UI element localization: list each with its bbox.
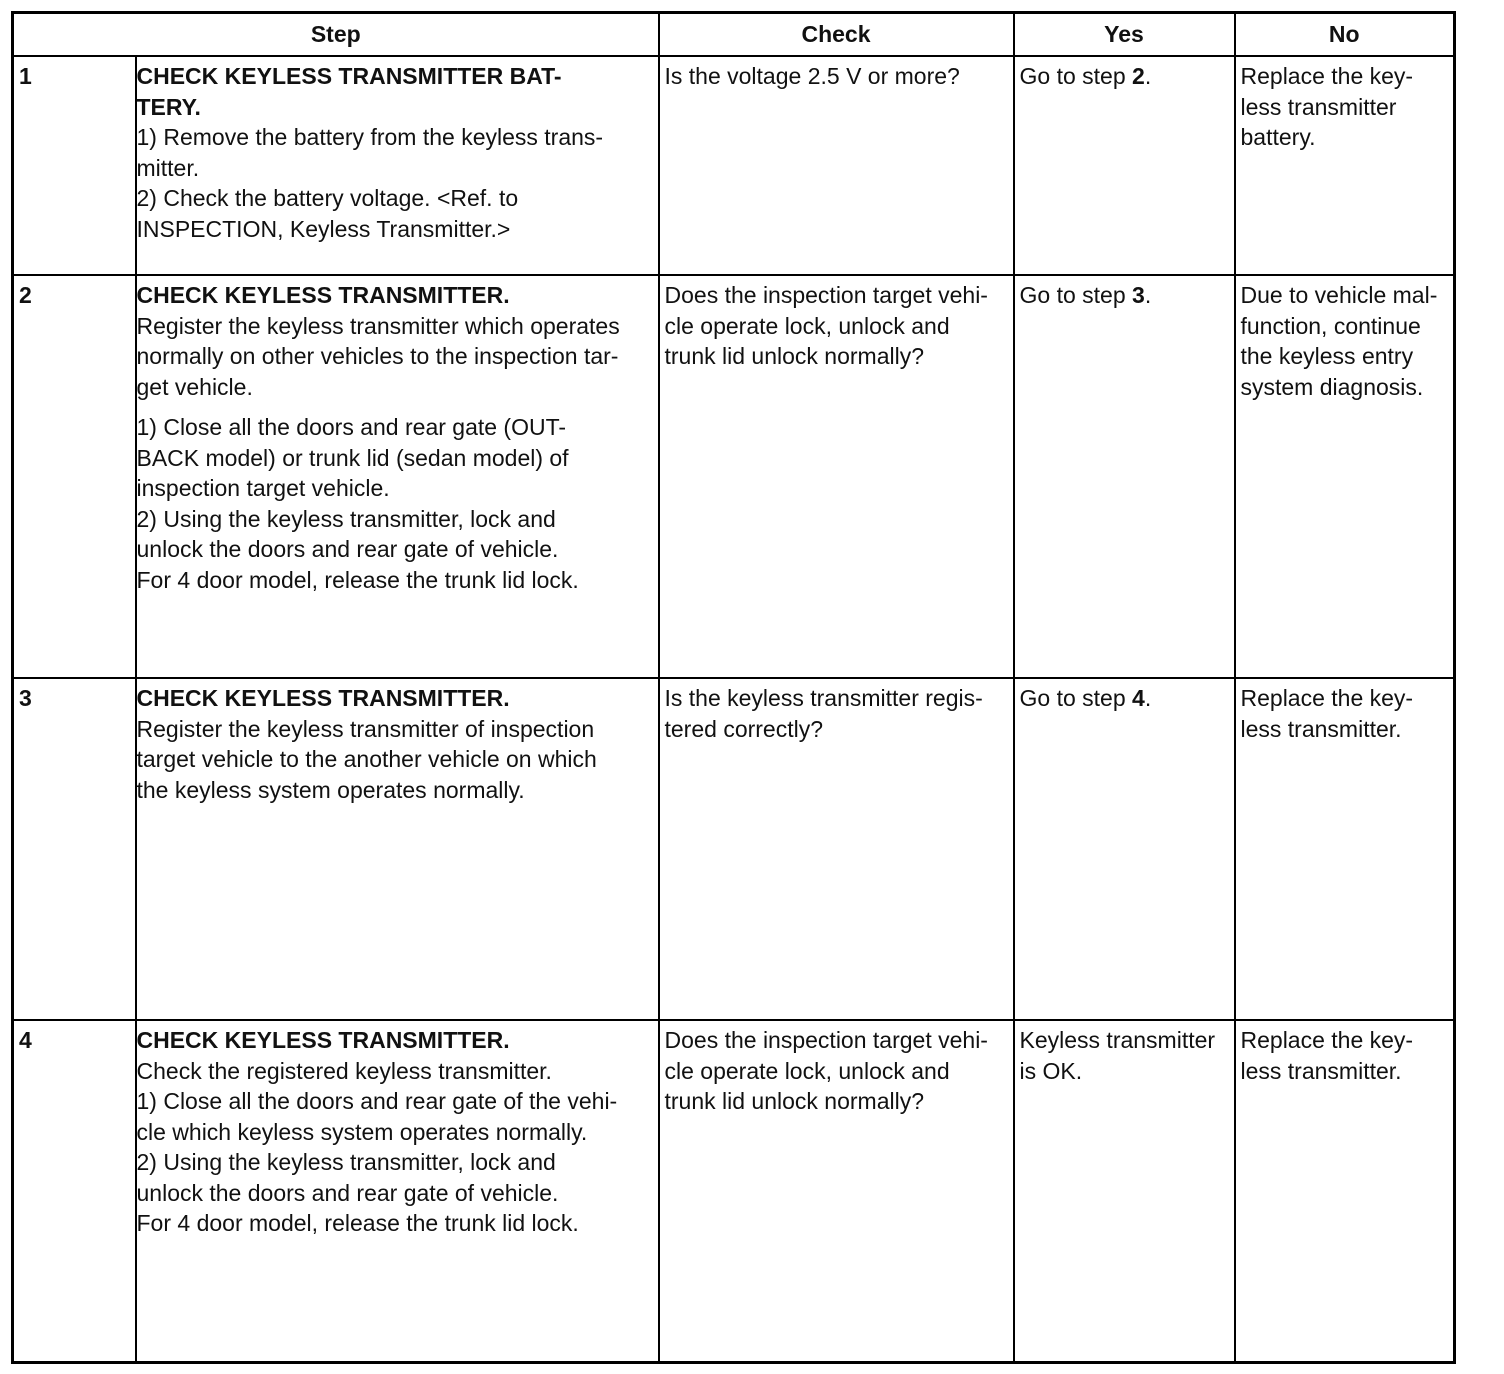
step-title: CHECK KEYLESS TRANSMITTER BAT- TERY.: [136, 63, 562, 120]
header-check: Check: [659, 13, 1014, 57]
table-row: [13, 678, 1455, 1020]
step-description: CHECK KEYLESS TRANSMITTER BAT- TERY. 1) Remove the battery from the keyless trans- mitter. 2) Check the battery voltage. <Ref. to INSPECTION, Keyless Transmitter.>: [136, 56, 659, 275]
step-title: CHECK KEYLESS TRANSMITTER.: [136, 282, 510, 308]
no-cell: Replace the key- less transmitter battery.: [1235, 56, 1455, 275]
table-row: [13, 275, 1455, 678]
header-no: No: [1235, 13, 1455, 57]
yes-cell: Go to step 3.: [1014, 275, 1235, 678]
step-number: 1: [13, 56, 136, 275]
step-description: CHECK KEYLESS TRANSMITTER. Register the keyless transmitter of inspection target vehicle to the another vehicle on which the keyless system operates normally.: [136, 678, 659, 1020]
no-cell: Due to vehicle mal- function, continue the keyless entry system diagnosis.: [1235, 275, 1455, 678]
check-cell: Does the inspection target vehi- cle operate lock, unlock and trunk lid unlock normally?: [659, 275, 1014, 678]
yes-cell: Go to step 4.: [1014, 678, 1235, 1020]
check-cell: Does the inspection target vehi- cle operate lock, unlock and trunk lid unlock normally?: [659, 1020, 1014, 1362]
table-row: [13, 56, 1455, 275]
no-cell: Replace the key- less transmitter.: [1235, 678, 1455, 1020]
yes-cell: Keyless transmitter is OK.: [1014, 1020, 1235, 1362]
yes-cell: Go to step 2.: [1014, 56, 1235, 275]
step-description: CHECK KEYLESS TRANSMITTER. Register the keyless transmitter which operates normally on other vehicles to the inspection tar- get vehicle. 1) Close all the doors and rear gate (OUT- BACK model) or trunk lid (sedan model) of inspection target vehicle. 2) Using the keyless transmitter, lock and unlock the doors and rear gate of vehicle. For 4 door model, release the trunk lid lock.: [136, 275, 659, 678]
header-yes: Yes: [1014, 13, 1235, 57]
step-number: 2: [13, 275, 136, 678]
check-cell: Is the keyless transmitter regis- tered correctly?: [659, 678, 1014, 1020]
step-number: 4: [13, 1020, 136, 1362]
check-cell: Is the voltage 2.5 V or more?: [659, 56, 1014, 275]
no-cell: Replace the key- less transmitter.: [1235, 1020, 1455, 1362]
step-description: CHECK KEYLESS TRANSMITTER. Check the registered keyless transmitter. 1) Close all the doors and rear gate of the vehi- cle which keyless system operates normally. 2) Using the keyless transmitter, lock and unlock the doors and rear gate of vehicle. For 4 door model, release the trunk lid lock.: [136, 1020, 659, 1362]
step-number: 3: [13, 678, 136, 1020]
header-step: Step: [13, 13, 659, 57]
table-row: [13, 1020, 1455, 1362]
step-title: CHECK KEYLESS TRANSMITTER.: [136, 1027, 510, 1053]
step-title: CHECK KEYLESS TRANSMITTER.: [136, 685, 510, 711]
diagnostic-table: [11, 11, 1456, 1364]
header-row: [13, 13, 1455, 57]
